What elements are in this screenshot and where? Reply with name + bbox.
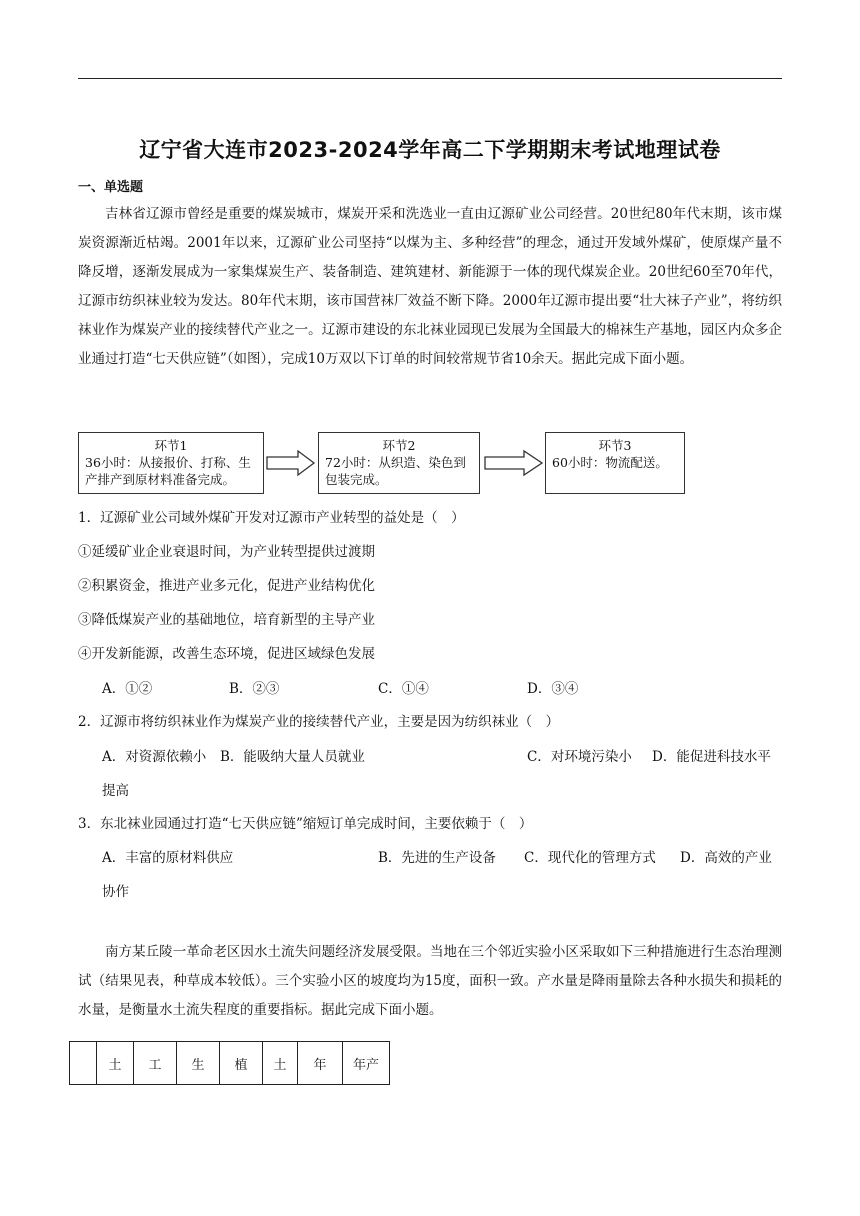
q2-option-d[interactable]: D．能促进科技水平 bbox=[652, 749, 771, 765]
table-header-cell: 土 bbox=[263, 1042, 298, 1085]
flow-step-3-name: 环节3 bbox=[598, 438, 632, 453]
table-header-row bbox=[70, 1042, 390, 1085]
passage-2 bbox=[78, 938, 782, 1025]
passage-1-text: 吉林省辽源市曾经是重要的煤炭城市，煤炭开采和洗选业一直由辽源矿业公司经营。20世纪80年代末期，该市煤炭资源渐近枯竭。2001年以来，辽源矿业公司坚持“以煤为主、多种经营”的理念，通过开发域外煤矿，使原煤产量不降反增，逐渐发展成为一家集煤炭生产、装备制造、建筑建材、新能源于一体的现代煤炭企业。20世纪60至70年代，辽源市纺织袜业较为发达。80年代末期，该市国营袜厂效益不断下降。2000年辽源市提出要“壮大袜子产业”，将纺织袜业作为煤炭产业的接续替代产业之一。辽源市建设的东北袜业园现已发展为全国最大的棉袜生产基地，园区内众多企业通过打造“七天供应链”（如图），完成10万双以下订单的时间较常规节省10余天。据此完成下面小题。 bbox=[78, 206, 782, 367]
arrow-icon bbox=[484, 449, 544, 477]
q1-option-b[interactable]: B．②③ bbox=[229, 681, 280, 697]
flow-step-2-name: 环节2 bbox=[382, 438, 416, 453]
flow-step-1-name: 环节1 bbox=[154, 438, 188, 453]
table-header-cell: 生 bbox=[177, 1042, 220, 1085]
q2-stem: 2．辽源市将纺织袜业作为煤炭产业的接续替代产业，主要是因为纺织袜业（ ） bbox=[78, 714, 560, 730]
q2-option-a[interactable]: A．对资源依赖小 bbox=[102, 749, 207, 765]
q3-option-a[interactable]: A．丰富的原材料供应 bbox=[102, 850, 234, 866]
passage-1 bbox=[78, 200, 782, 374]
table-header-cell: 年产 bbox=[343, 1042, 390, 1085]
q3-option-d-wrap: 协作 bbox=[102, 884, 129, 900]
q1-item-2: ②积累资金，推进产业多元化，促进产业结构优化 bbox=[78, 578, 375, 594]
q3-option-c[interactable]: C．现代化的管理方式 bbox=[524, 850, 656, 866]
q1-item-4: ④开发新能源，改善生态环境，促进区域绿色发展 bbox=[78, 646, 375, 662]
flow-step-3-text: 60小时：物流配送。 bbox=[552, 455, 668, 470]
passage-2-text: 南方某丘陵一革命老区因水土流失问题经济发展受限。当地在三个邻近实验小区采取如下三种措施进行生态治理测试（结果见表，种草成本较低）。三个实验小区的坡度均为15度，面积一致。产水量是降雨量除去各种水损失和损耗的水量，是衡量水土流失程度的重要指标。据此完成下面小题。 bbox=[78, 944, 782, 1018]
table-header-cell: 年 bbox=[298, 1042, 343, 1085]
page-title: 辽宁省大连市2023-2024学年高二下学期期末考试地理试卷 bbox=[139, 138, 721, 162]
results-table bbox=[69, 1041, 390, 1085]
q1-option-d[interactable]: D．③④ bbox=[527, 681, 579, 697]
q1-stem: 1．辽源矿业公司域外煤矿开发对辽源市产业转型的益处是（ ） bbox=[78, 510, 465, 526]
flow-step-1 bbox=[78, 432, 264, 494]
table-header-cell: 土 bbox=[97, 1042, 134, 1085]
q1-item-1: ①延缓矿业企业衰退时间，为产业转型提供过渡期 bbox=[78, 544, 375, 560]
flow-step-2-text: 72小时：从织造、染色到包装完成。 bbox=[325, 455, 466, 487]
supply-chain-diagram bbox=[78, 432, 782, 498]
q2-option-c[interactable]: C．对环境污染小 bbox=[527, 749, 632, 765]
q3-option-d[interactable]: D．高效的产业 bbox=[680, 850, 772, 866]
q3-option-b[interactable]: B．先进的生产设备 bbox=[378, 850, 496, 866]
top-rule bbox=[78, 78, 782, 79]
table-header-cell: 工 bbox=[134, 1042, 177, 1085]
q2-option-d-wrap: 提高 bbox=[102, 783, 129, 799]
table-header-cell bbox=[70, 1042, 97, 1085]
q1-option-a[interactable]: A．①② bbox=[102, 681, 153, 697]
flow-step-3 bbox=[545, 432, 685, 494]
q1-option-c[interactable]: C．①④ bbox=[378, 681, 429, 697]
section-heading: 一、单选题 bbox=[78, 180, 144, 195]
flow-step-2 bbox=[318, 432, 480, 494]
q1-item-3: ③降低煤炭产业的基础地位，培育新型的主导产业 bbox=[78, 612, 375, 628]
flow-step-1-text: 36小时：从接报价、打称、生产排产到原材料准备完成。 bbox=[85, 455, 251, 487]
arrow-icon bbox=[266, 449, 316, 477]
q2-option-b[interactable]: B．能吸纳大量人员就业 bbox=[220, 749, 365, 765]
q3-stem: 3．东北袜业园通过打造“七天供应链”缩短订单完成时间，主要依赖于（ ） bbox=[78, 816, 533, 832]
table-header-cell: 植 bbox=[220, 1042, 263, 1085]
